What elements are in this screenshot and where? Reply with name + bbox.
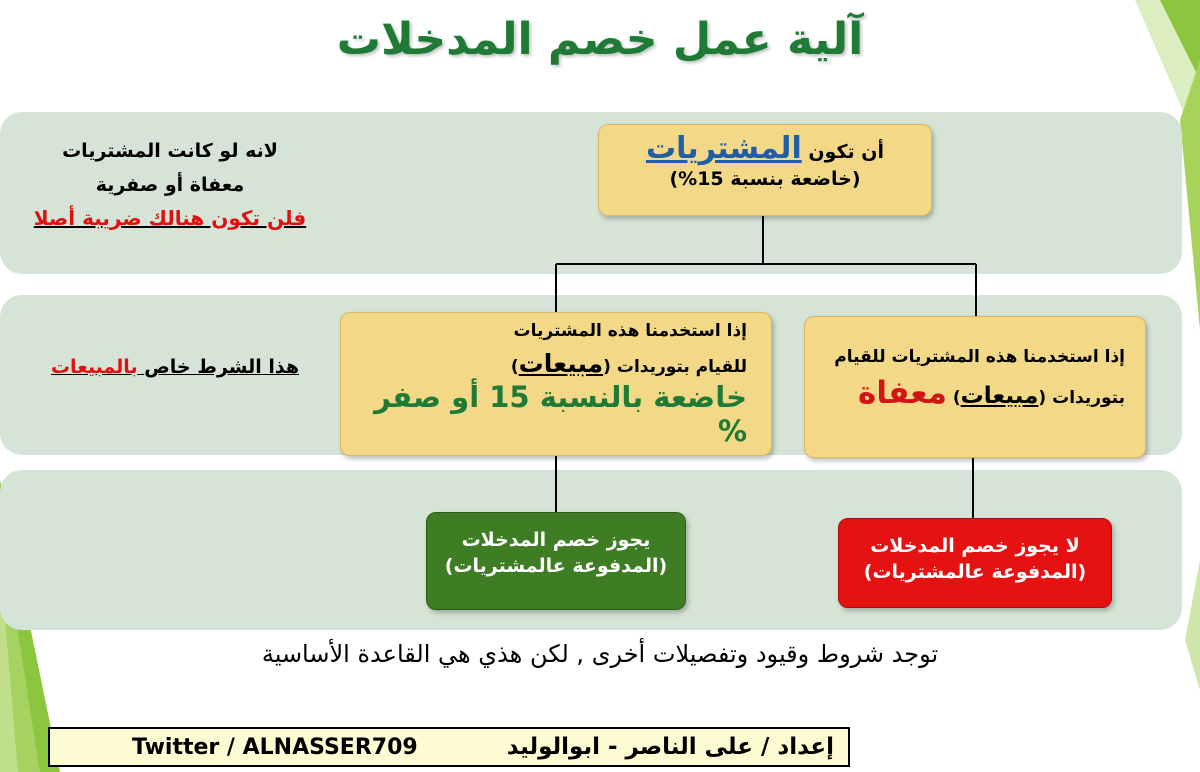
- purchases-rate: (خاضعة بنسبة 15%): [669, 168, 861, 190]
- page-title: آلية عمل خصم المدخلات: [336, 14, 864, 65]
- author-credit: إعداد / على الناصر - ابوالوليد: [506, 734, 834, 760]
- purchases-explanation: لانه لو كانت المشتريات معفاة أو صفرية فلن تكون هنالك ضريبة أصلا: [20, 140, 320, 230]
- footer-note: توجد شروط وقيود وتفصيلات أخرى , لكن هذي هي القاعدة الأساسية: [261, 640, 939, 668]
- taxable-rate-label: خاضعة بالنسبة 15 أو صفر %: [374, 380, 747, 448]
- exempt-sales-box: إذا استخدمنا هذه المشتريات للقيام بتوريدات (مبيعات) معفاة: [804, 316, 1146, 458]
- exempt-label: معفاة: [858, 375, 947, 411]
- deduction-denied-box: لا يجوز خصم المدخلات (المدفوعة عالمشتريات): [838, 518, 1112, 608]
- deduction-allowed-box: يجوز خصم المدخلات (المدفوعة عالمشتريات): [426, 512, 686, 610]
- twitter-handle: Twitter / ALNASSER709: [132, 735, 418, 760]
- sales-condition-note: هذا الشرط خاص بالمبيعات: [50, 356, 300, 378]
- purchases-emphasis: المشتريات: [645, 131, 802, 166]
- purchases-condition-box: [598, 124, 932, 216]
- taxable-sales-box: إذا استخدمنا هذه المشتريات للقيام بتوريدات (مبيعات) خاضعة بالنسبة 15 أو صفر %: [340, 312, 772, 456]
- credit-bar: [48, 727, 850, 767]
- no-tax-warning: فلن تكون هنالك ضريبة أصلا: [33, 206, 307, 230]
- purchases-condition-line1: أن تكون المشتريات: [645, 131, 885, 166]
